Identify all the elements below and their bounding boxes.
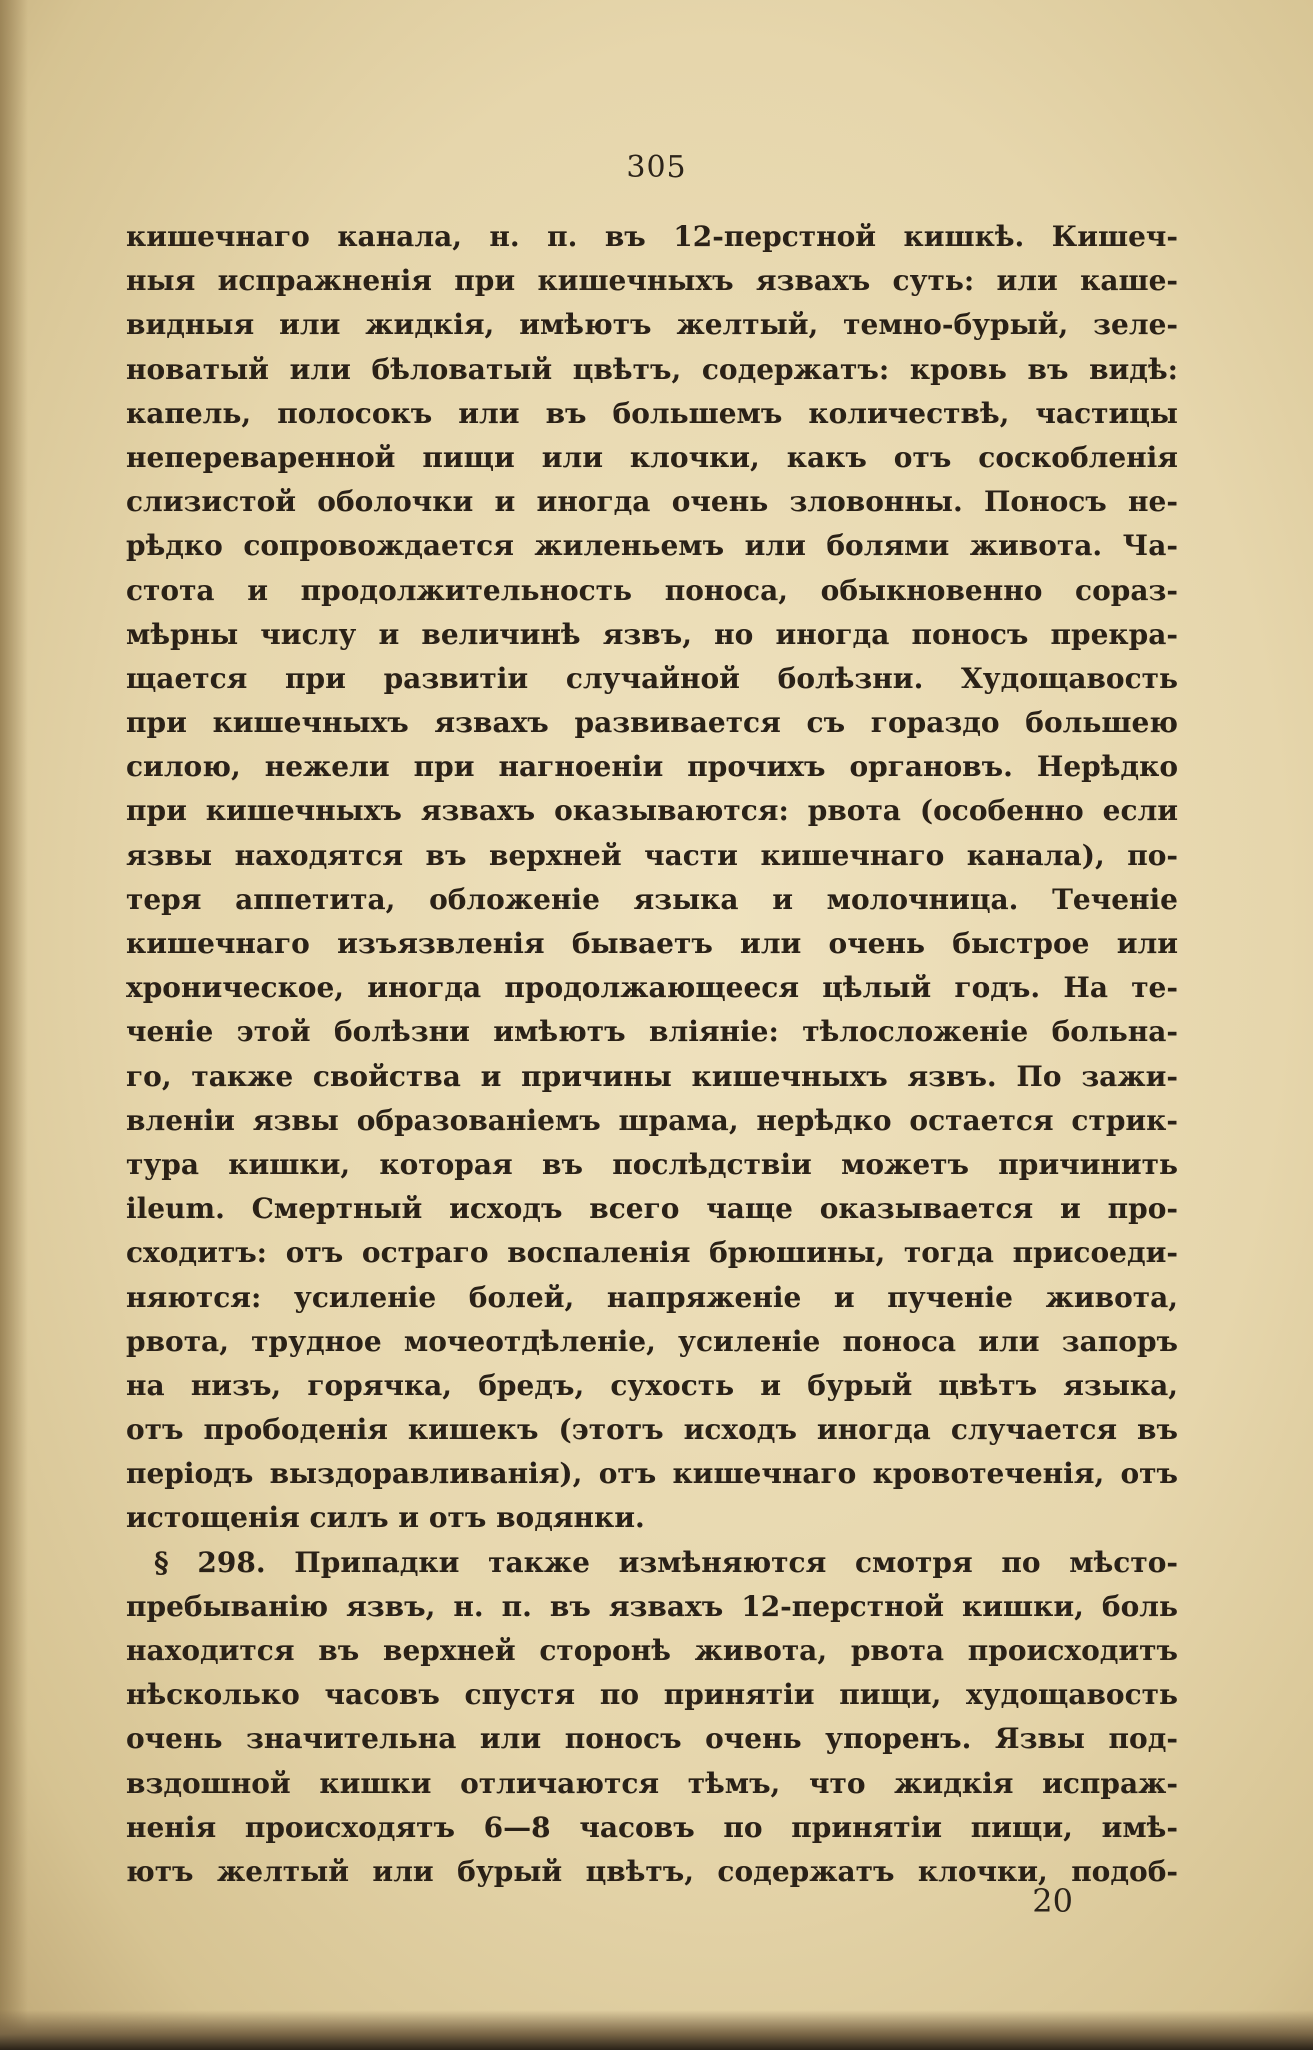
text-line: очень значительна или поносъ очень упоренъ. Язвы под- (126, 1722, 1178, 1756)
text-line: слизистой оболочки и иногда очень зловонны. Поносъ не- (126, 485, 1178, 519)
section-heading-line: § 298. Припадки также измѣняются смотря по мѣсто- (154, 1545, 1178, 1579)
signature-mark: 20 (1032, 1882, 1073, 1920)
text-line: пребыванію язвъ, н. п. въ язвахъ 12-перстной кишки, боль (126, 1589, 1178, 1623)
text-line: рѣдко сопровождается жиленьемъ или болями живота. Ча- (126, 529, 1178, 563)
text-line: вленіи язвы образованіемъ шрама, нерѣдко остается стрик- (126, 1103, 1178, 1137)
text-line: ютъ желтый или бурый цвѣтъ, содержатъ клочки, подоб- (126, 1854, 1178, 1888)
text-line: ileum. Смертный исходъ всего чаще оказывается и про- (126, 1192, 1178, 1226)
text-line: истощенія силъ и отъ водянки. (126, 1501, 645, 1535)
text-line: го, также свойства и причины кишечныхъ язвъ. По зажи- (126, 1059, 1178, 1093)
text-line: ченіе этой болѣзни имѣютъ вліяніе: тѣлосложеніе больна- (126, 1015, 1178, 1049)
text-line: силою, нежели при нагноеніи прочихъ органовъ. Нерѣдко (126, 750, 1178, 784)
text-line: находится въ верхней сторонѣ живота, рвота происходитъ (126, 1634, 1178, 1667)
text-line: язвы находятся въ верхней части кишечнаго канала), по- (126, 838, 1178, 872)
text-line: хроническое, иногда продолжающееся цѣлый годъ. На те- (126, 971, 1178, 1005)
text-line: при кишечныхъ язвахъ оказываются: рвота (особенно если (126, 794, 1178, 828)
text-line: непереваренной пищи или клочки, какъ отъ соскобленія (126, 440, 1178, 474)
text-line: тура кишки, которая въ послѣдствіи можетъ причинить (126, 1147, 1178, 1181)
text-line: ныя испражненія при кишечныхъ язвахъ суть: или каше- (126, 264, 1178, 298)
text-line: стота и продолжительность поноса, обыкновенно сораз- (126, 573, 1178, 607)
text-line: щается при развитіи случайной болѣзни. Худощавость (126, 661, 1178, 695)
text-line: новатый или бѣловатый цвѣтъ, содержатъ: кровь въ видѣ: (126, 352, 1178, 386)
body-text (126, 215, 1178, 1894)
text-line: сходитъ: отъ остраго воспаленія брюшины, тогда присоеди- (126, 1236, 1178, 1270)
text-line: капель, полосокъ или въ большемъ количествѣ, частицы (126, 396, 1178, 430)
text-line: мѣрны числу и величинѣ язвъ, но иногда поносъ прекра- (126, 617, 1178, 651)
text-line: кишечнаго изъязвленія бываетъ или очень быстрое или (126, 927, 1178, 960)
text-line: видныя или жидкія, имѣютъ желтый, темно-бурый, зеле- (126, 308, 1178, 342)
text-line: кишечнаго канала, н. п. въ 12-перстной кишкѣ. Кишеч- (126, 220, 1178, 253)
text-line: теря аппетита, обложеніе языка и молочница. Теченіе (126, 882, 1178, 916)
text-line: няются: усиленіе болей, напряженіе и пученіе живота, (126, 1280, 1178, 1314)
text-line: вздошной кишки отличаются тѣмъ, что жидкія испраж- (126, 1766, 1178, 1800)
text-line: на низъ, горячка, бредъ, сухость и бурый цвѣтъ языка, (126, 1368, 1178, 1402)
text-line: при кишечныхъ язвахъ развивается съ гораздо большею (126, 706, 1178, 740)
page-number: 305 (626, 150, 687, 185)
text-line: рвота, трудное мочеотдѣленіе, усиленіе поноса или запоръ (126, 1324, 1178, 1358)
text-line: нѣсколько часовъ спустя по принятіи пищи, худощавость (126, 1678, 1178, 1712)
text-line: періодъ выздоравливанія), отъ кишечнаго кровотеченія, отъ (126, 1457, 1178, 1491)
text-line: отъ прободенія кишекъ (этотъ исходъ иногда случается въ (126, 1413, 1178, 1447)
text-line: ненія происходятъ 6—8 часовъ по принятіи пищи, имѣ- (126, 1810, 1178, 1844)
